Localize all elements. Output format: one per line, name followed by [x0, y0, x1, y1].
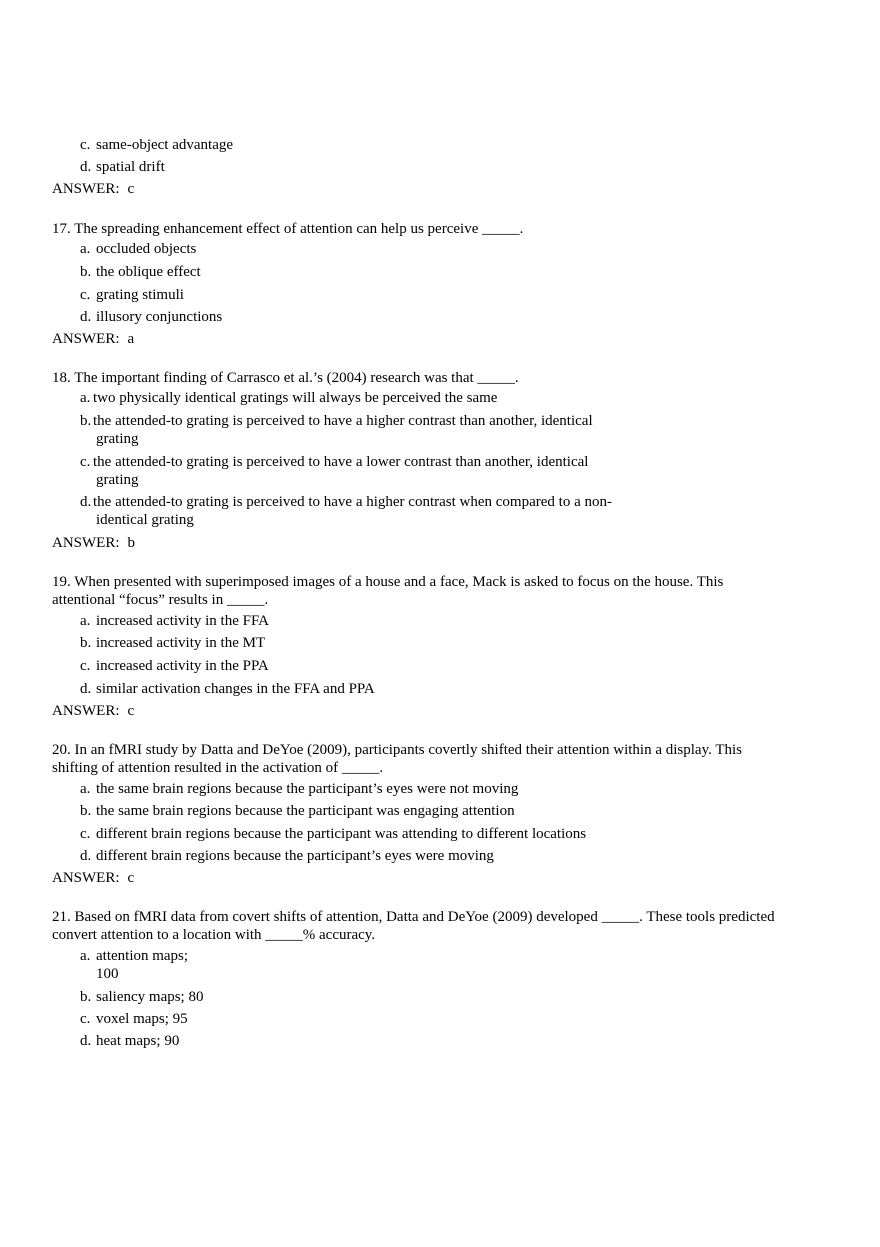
answer-line: ANSWER: a: [52, 331, 135, 347]
option-b: b. saliency maps; 80: [80, 989, 204, 1005]
option-d: d. illusory conjunctions: [80, 309, 223, 325]
question-20-stem: 20. In an fMRI study by Datta and DeYoe (2009), participants covertly shifted their attention within a display. This shifting of attention resulted in the activation of _____.: [52, 742, 743, 776]
option-d: d. heat maps; 90: [80, 1033, 180, 1049]
option-b: b. the same brain regions because the participant was engaging attention: [80, 803, 515, 819]
option-a: a. the same brain regions because the participant’s eyes were not moving: [80, 781, 519, 797]
option-a: a. attention maps; 100: [80, 948, 189, 982]
option-d: d. the attended-to grating is perceived to have a higher contrast when compared to a non- identical grating: [80, 494, 612, 528]
answer-line: ANSWER: b: [52, 535, 135, 551]
option-b: b. the attended-to grating is perceived to have a higher contrast than another, identical grating: [80, 413, 593, 447]
option-d: d. different brain regions because the participant’s eyes were moving: [80, 848, 494, 864]
question-17-stem: 17. The spreading enhancement effect of attention can help us perceive _____.: [52, 221, 524, 237]
option-d: d. spatial drift: [80, 159, 165, 175]
answer-line: ANSWER: c: [52, 181, 135, 197]
option-c: c. voxel maps; 95: [80, 1011, 188, 1027]
option-c: c. increased activity in the PPA: [80, 658, 269, 674]
question-18-stem: 18. The important finding of Carrasco et al.’s (2004) research was that _____.: [52, 370, 519, 386]
answer-line: ANSWER: c: [52, 870, 135, 886]
option-a: a. two physically identical gratings will always be perceived the same: [80, 390, 498, 406]
question-19-stem: 19. When presented with superimposed images of a house and a face, Mack is asked to focus on the house. This attentional “focus” results in _____.: [52, 574, 724, 608]
option-a: a. increased activity in the FFA: [80, 613, 270, 629]
option-c: c. grating stimuli: [80, 287, 184, 303]
answer-line: ANSWER: c: [52, 703, 135, 719]
option-b: b. increased activity in the MT: [80, 635, 266, 651]
option-b: b. the oblique effect: [80, 264, 201, 280]
option-d: d. similar activation changes in the FFA and PPA: [80, 681, 375, 697]
option-c: c. the attended-to grating is perceived to have a lower contrast than another, identical grating: [80, 454, 589, 488]
option-c: c. same-object advantage: [80, 137, 234, 153]
option-a: a. occluded objects: [80, 241, 197, 257]
option-c: c. different brain regions because the participant was attending to different locations: [80, 826, 587, 842]
question-21-stem: 21. Based on fMRI data from covert shifts of attention, Datta and DeYoe (2009) developed _____. These tools predicted convert attention to a location with _____% accuracy.: [52, 909, 775, 943]
